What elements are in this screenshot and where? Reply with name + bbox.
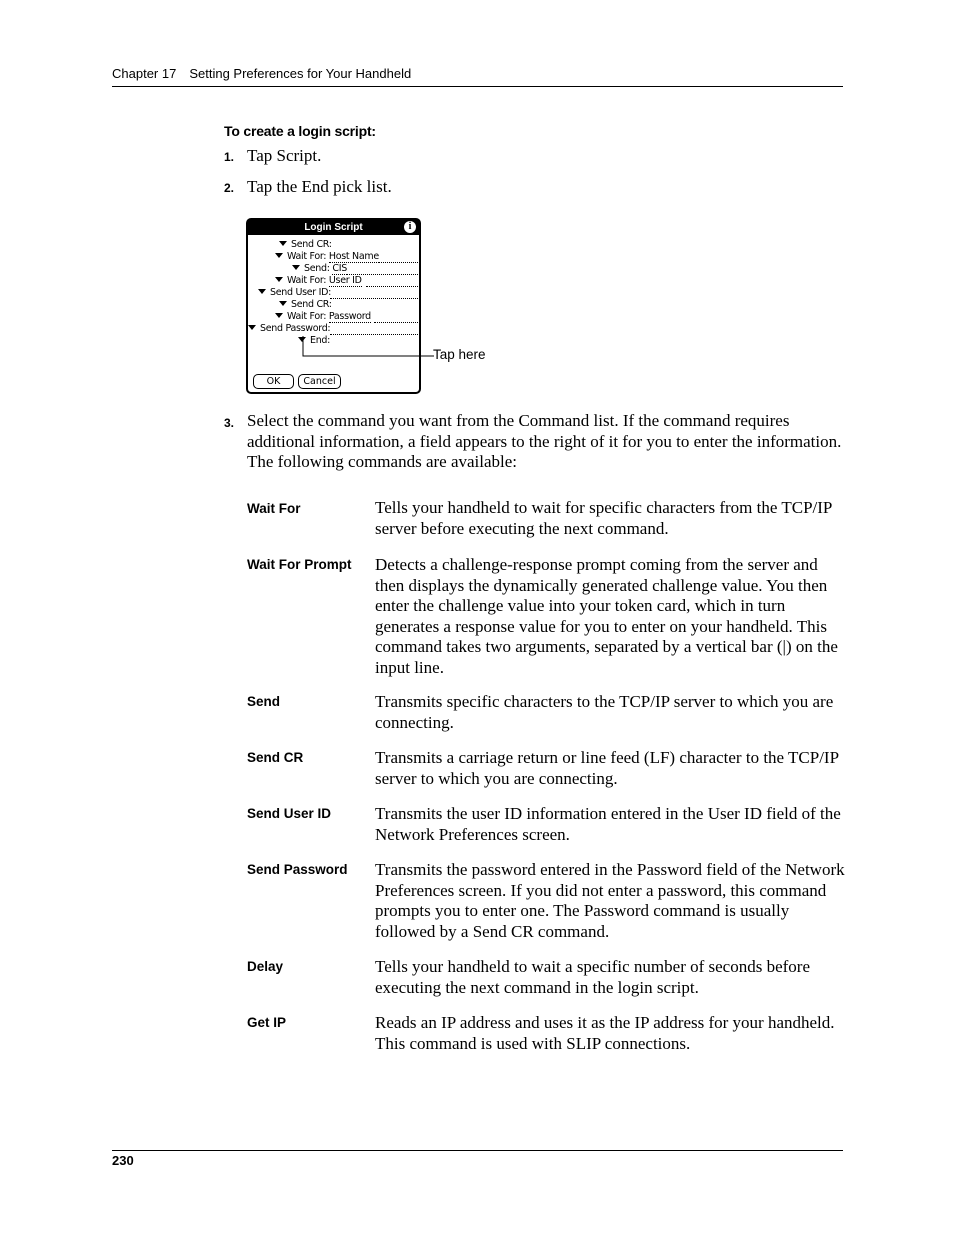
screen-title: Login Script <box>304 222 363 233</box>
script-row[interactable]: Send CR: <box>279 239 332 250</box>
definition-desc: Tells your handheld to wait for specific characters from the TCP/IP server before executing the next command. <box>375 498 832 538</box>
script-value-field[interactable]: CIS <box>332 263 347 274</box>
definition-desc: Transmits specific characters to the TCP/IP server to which you are connecting. <box>375 692 834 732</box>
login-script-screenshot <box>246 218 421 394</box>
script-value-field[interactable]: Host Name <box>328 251 379 262</box>
field-underline <box>378 262 418 263</box>
definition-term: Send Password <box>247 862 348 877</box>
script-row[interactable]: Send CR: <box>279 299 332 310</box>
definition-term: Wait For <box>247 501 301 516</box>
script-row[interactable]: Wait For: Host Name <box>275 251 379 263</box>
field-underline <box>366 286 418 287</box>
step-text: Tap Script. <box>247 146 322 165</box>
definition-term: Delay <box>247 959 284 974</box>
field-underline <box>374 322 418 323</box>
definition-desc: Transmits a carriage return or line feed (LF) character to the TCP/IP server to which you are connecting. <box>375 748 839 788</box>
chapter-label: Chapter 17 <box>112 66 177 81</box>
header-rule <box>112 86 843 87</box>
dropdown-triangle-icon <box>275 277 283 282</box>
step-number: 3. <box>224 416 235 430</box>
callout-leader-line <box>298 336 438 360</box>
dropdown-triangle-icon <box>248 325 256 330</box>
script-row[interactable]: Send Password: <box>248 323 330 334</box>
field-underline <box>330 334 418 335</box>
dropdown-triangle-icon <box>258 289 266 294</box>
script-row[interactable]: Wait For: User ID <box>275 275 362 287</box>
cancel-button[interactable]: Cancel <box>298 374 341 389</box>
script-value-field[interactable]: Password <box>328 311 371 322</box>
dropdown-triangle-icon <box>275 253 283 258</box>
end-pick-list[interactable]: End: <box>298 335 330 346</box>
definition-desc: Detects a challenge-response prompt coming from the server and then displays the dynamically generated challenge value. You then enter the challenge value into your token card, which in turn generates a response value for you to enter on your handheld. This command takes two arguments, separated by a vertical bar (|) on the input line. <box>375 555 838 677</box>
dropdown-triangle-icon <box>279 301 287 306</box>
page-number: 230 <box>112 1153 134 1168</box>
definition-desc: Transmits the password entered in the Password field of the Network Preferences screen. If you did not enter a password, this command prompts you to enter one. The Password command is usually followed by a Send CR command. <box>375 860 845 941</box>
ok-button[interactable]: OK <box>253 374 294 389</box>
definition-desc: Reads an IP address and uses it as the IP address for your handheld. This command is used with SLIP connections. <box>375 1013 835 1053</box>
definition-term: Send CR <box>247 750 304 765</box>
footer-rule <box>112 1150 843 1151</box>
definition-term: Wait For Prompt <box>247 557 352 572</box>
running-header <box>112 66 843 81</box>
definition-term: Send <box>247 694 281 709</box>
dropdown-triangle-icon <box>275 313 283 318</box>
definition-term: Get IP <box>247 1015 287 1030</box>
script-value-field[interactable]: User ID <box>328 275 362 286</box>
info-icon[interactable]: i <box>404 221 416 233</box>
definition-desc: Tells your handheld to wait a specific number of seconds before executing the next command in the login script. <box>375 957 811 997</box>
script-row[interactable]: Send User ID: <box>258 287 331 298</box>
procedure-title: To create a login script: <box>224 123 376 139</box>
screen-title-bar <box>248 220 419 235</box>
callout-label: Tap here <box>433 347 486 362</box>
script-row[interactable]: Wait For: Password <box>275 311 371 323</box>
definition-desc: Transmits the user ID information entered in the User ID field of the Network Preferences screen. <box>375 804 841 844</box>
field-underline <box>330 298 418 299</box>
step-text: Select the command you want from the Command list. If the command requires additional information, a field appears to the right of it for you to enter the information. The following commands are available: <box>247 411 842 471</box>
dropdown-triangle-icon <box>279 241 287 246</box>
script-row[interactable]: Send: CIS <box>292 263 347 275</box>
chapter-title: Setting Preferences for Your Handheld <box>189 66 412 81</box>
dropdown-triangle-icon <box>292 265 300 270</box>
step-number: 2. <box>224 181 235 195</box>
step-text: Tap the End pick list. <box>247 177 392 196</box>
definition-term: Send User ID <box>247 806 332 821</box>
step-number: 1. <box>224 150 235 164</box>
